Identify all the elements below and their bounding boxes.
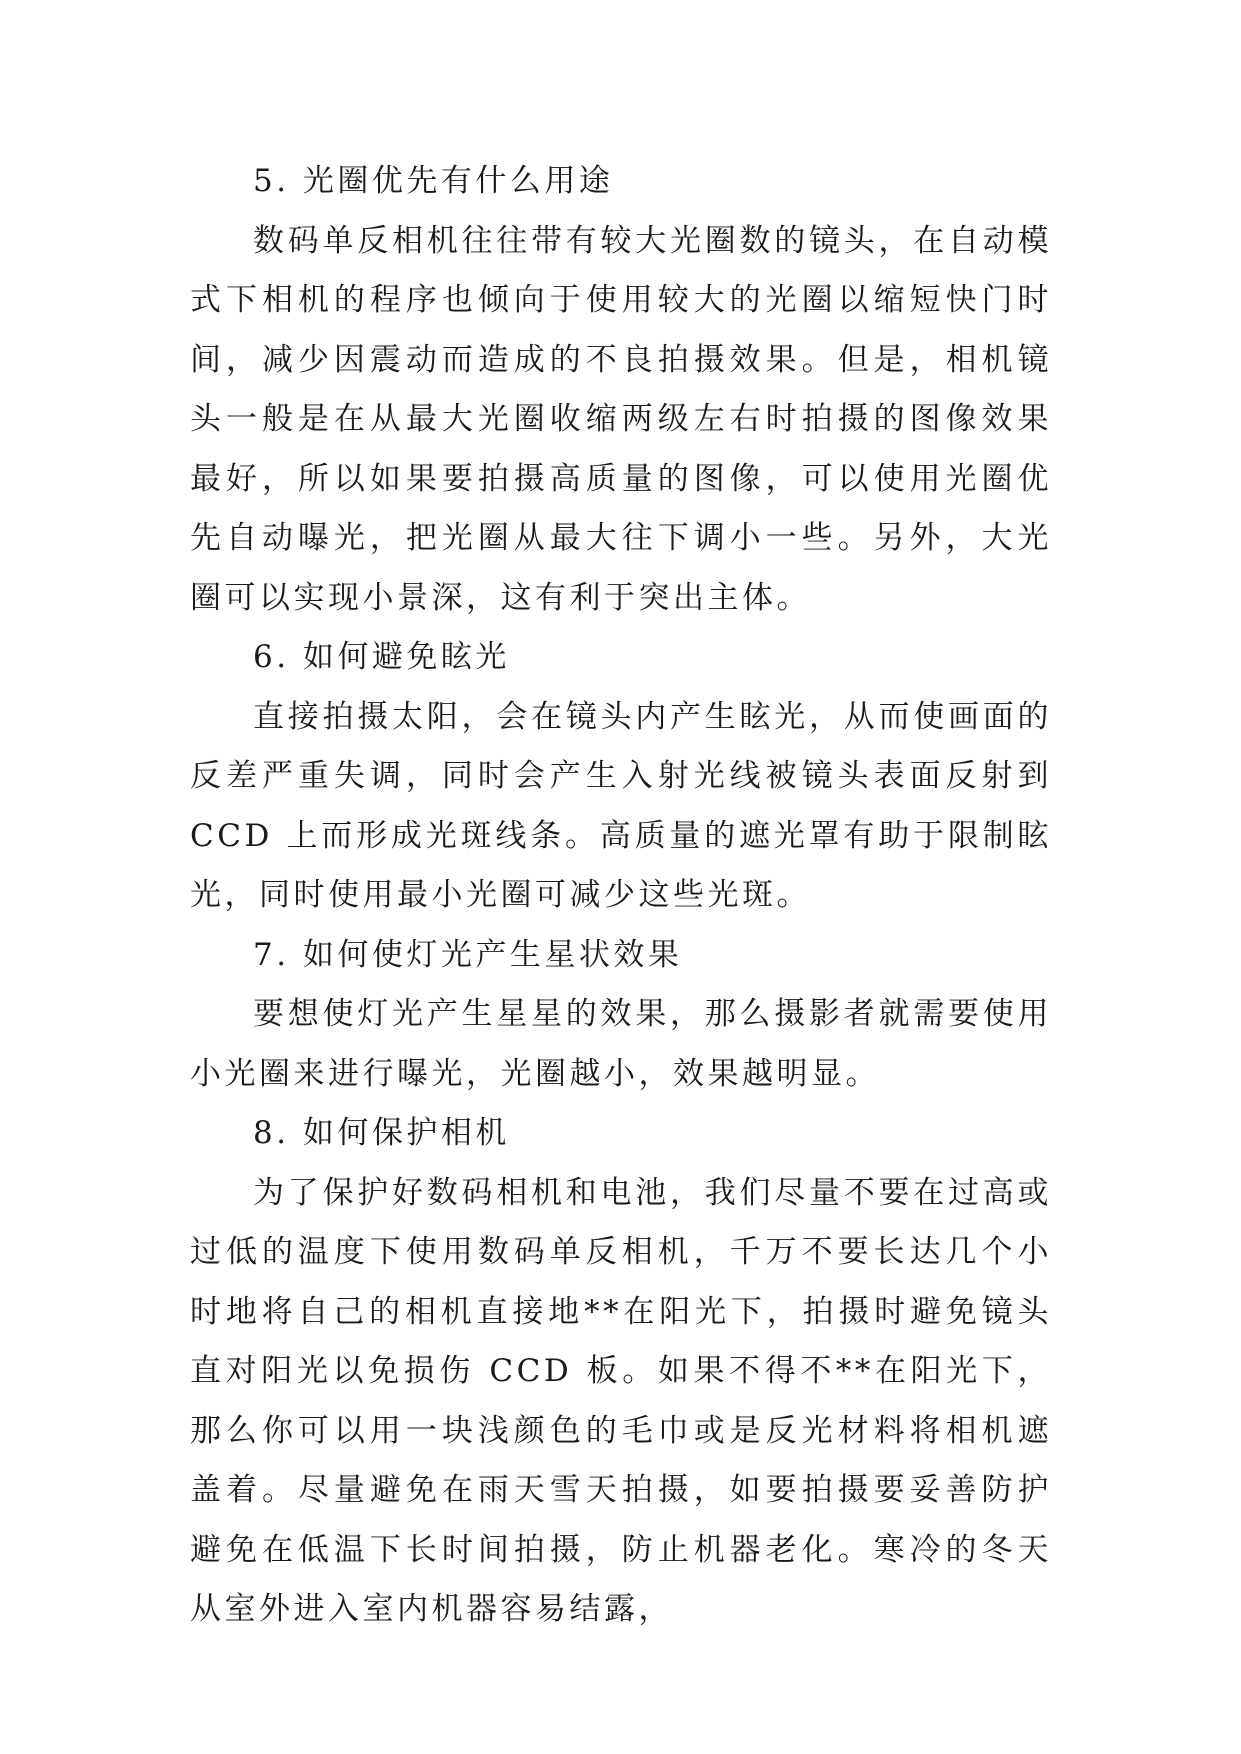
section-heading-avoid-glare: 6. 如何避免眩光 — [253, 639, 510, 675]
section-heading-protect-camera: 8. 如何保护相机 — [253, 1115, 510, 1151]
section-body-protect-camera: 为了保护好数码相机和电池，我们尽量不要在过高或过低的温度下使用数码单反相机，千万不要长达几个小时地将自己的相机直接地**在阳光下，拍摄时避免镜头直对阳光以免损伤 CCD 板。如果不得不**在阳光下，那么你可以用一块浅颜色的毛巾或是反光材料将相机遮盖着。尽量避免在雨天雪天拍摄，如要拍摄要妥善防护避免在低温下长时间拍摄，防止机器老化。寒冷的冬天从室外进入室内机器容易结露， — [190, 1174, 1052, 1627]
section-body-star-effect: 要想使灯光产生星星的效果，那么摄影者就需要使用小光圈来进行曝光，光圈越小，效果越明显。 — [190, 996, 1052, 1092]
section-body-avoid-glare: 直接拍摄太阳，会在镜头内产生眩光，从而使画面的反差严重失调，同时会产生入射光线被镜头表面反射到 CCD 上而形成光斑线条。高质量的遮光罩有助于限制眩光，同时使用最小光圈可减少这些光斑。 — [190, 698, 1052, 913]
section-body-aperture-priority: 数码单反相机往往带有较大光圈数的镜头，在自动模式下相机的程序也倾向于使用较大的光圈以缩短快门时间，减少因震动而造成的不良拍摄效果。但是，相机镜头一般是在从最大光圈收缩两级左右时拍摄的图像效果最好，所以如果要拍摄高质量的图像，可以使用光圈优先自动曝光，把光圈从最大往下调小一些。另外，大光圈可以实现小景深，这有利于突出主体。 — [190, 222, 1052, 616]
section-heading-star-effect: 7. 如何使灯光产生星状效果 — [253, 936, 683, 973]
section-heading-aperture-priority: 5. 光圈优先有什么用途 — [253, 163, 614, 199]
document-body — [190, 152, 1052, 1640]
